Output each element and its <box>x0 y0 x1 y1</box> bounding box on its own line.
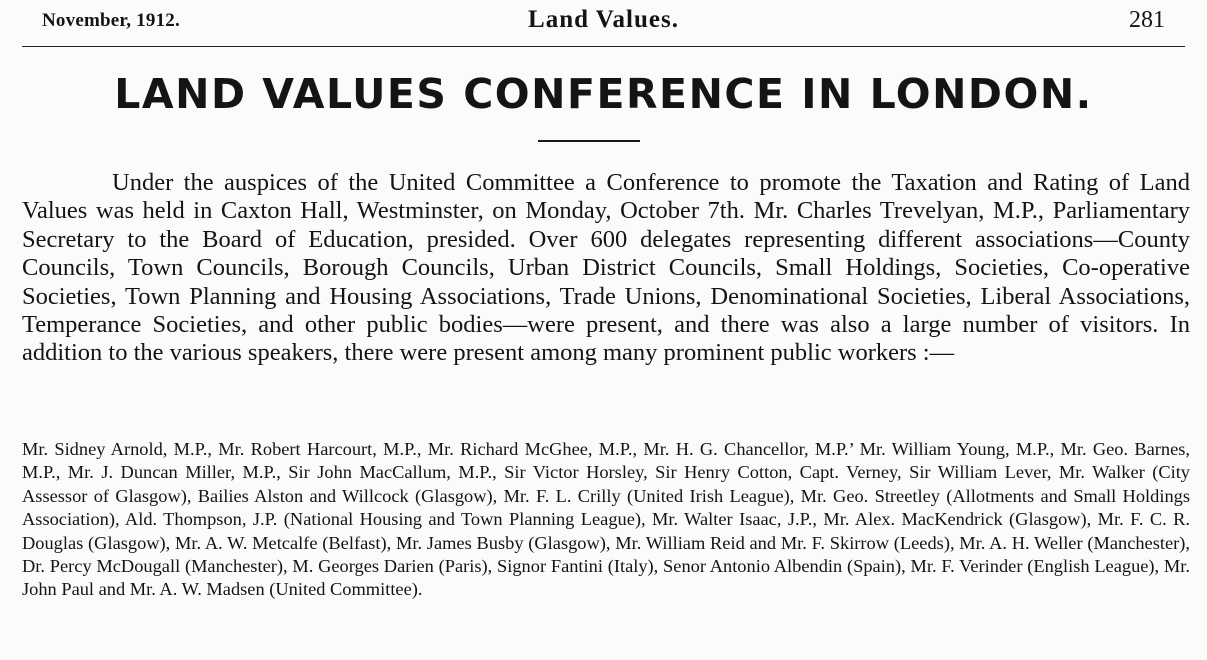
article-title: LAND VALUES CONFERENCE IN LONDON. <box>114 70 1093 118</box>
running-header <box>22 4 1185 40</box>
header-divider <box>22 46 1185 47</box>
page-number: 281 <box>1129 7 1165 33</box>
issue-date: November, 1912. <box>42 10 180 31</box>
title-underline <box>538 140 640 142</box>
attendee-list: Mr. Sidney Arnold, M.P., Mr. Robert Harcourt, M.P., Mr. Richard McGhee, M.P., Mr. H. G. Chancellor, M.P.’ Mr. William Young, M.P., Mr. Geo. Barnes, M.P., Mr. J. Duncan Miller, M.P., Sir John MacCallum, M.P., Sir Victor Horsley, Sir Henry Cotton, Capt. Verney, Sir William Lever, Mr. Walker (City Assessor of Glasgow), Bailies Alston and Willcock (Glasgow), Mr. F. L. Crilly (United Irish League), Mr. Geo. Streetley (Allotments and Small Holdings Association), Ald. Thompson, J.P. (National Housing and Town Planning League), Mr. Walter Isaac, J.P., Mr. Alex. MacKendrick (Glasgow), Mr. F. C. R. Douglas (Glasgow), Mr. A. W. Metcalfe (Belfast), Mr. James Busby (Glasgow), Mr. William Reid and Mr. F. Skirrow (Leeds), Mr. A. H. Weller (Manchester), Dr. Percy McDougall (Manchester), M. Georges Darien (Paris), Signor Fantini (Italy), Senor Antonio Albendin (Spain), Mr. F. Verinder (English League), Mr. John Paul and Mr. A. W. Madsen (United Committee). <box>22 439 1190 600</box>
publication-title: Land Values. <box>528 6 679 33</box>
intro-paragraph: Under the auspices of the United Committee a Conference to promote the Taxation and Rating of Land Values was held in Caxton Hall, Westminster, on Monday, October 7th. Mr. Charles Trevelyan, M.P., Parliamentary Secretary to the Board of Education, presided. Over 600 delegates representing different associations—County Councils, Town Councils, Borough Councils, Urban District Councils, Small Holdings, Societies, Co-operative Societies, Town Planning and Housing Associations, Trade Unions, Denominational Societies, Liberal Associations, Temperance Societies, and other public bodies—were present, and there was also a large number of visitors. In addition to the various speakers, there were present among many prominent public workers :— <box>22 169 1190 367</box>
